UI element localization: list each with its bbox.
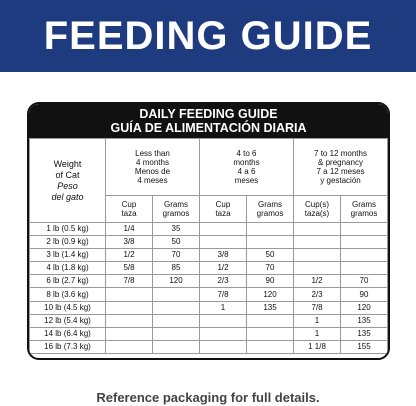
cup-cell: 1 [294, 314, 341, 327]
cup-cell: 2/3 [294, 288, 341, 301]
weight-cell: 8 lb (3.6 kg) [30, 288, 106, 301]
cup-cell [106, 301, 153, 314]
grams-cell: 90 [247, 275, 294, 288]
table-row [30, 314, 388, 327]
table-row [30, 327, 388, 340]
cup-cell [200, 223, 247, 236]
unit-line: gramos [256, 209, 284, 218]
weight-cell: 1 lb (0.5 kg) [30, 223, 106, 236]
age-header-line: months [233, 158, 260, 167]
cup-cell [106, 340, 153, 353]
grams-cell: 70 [153, 249, 200, 262]
grams-cell [341, 223, 388, 236]
weight-header-line: del gato [51, 191, 84, 202]
grams-cell: 135 [341, 314, 388, 327]
grams-cell: 120 [247, 288, 294, 301]
weight-cell: 10 lb (4.5 kg) [30, 301, 106, 314]
cup-cell [294, 249, 341, 262]
age-header-line: 4 meses [137, 176, 168, 185]
grams-cell: 90 [341, 288, 388, 301]
table-row [30, 340, 388, 353]
daily-feeding-guide-card [27, 102, 390, 360]
cup-cell: 7/8 [200, 288, 247, 301]
unit-line: Cup [215, 200, 231, 209]
unit-line: Cup [121, 200, 137, 209]
weight-cell: 6 lb (2.7 kg) [30, 275, 106, 288]
age-header-line: meses [234, 176, 259, 185]
grams-cell [153, 301, 200, 314]
grams-cell [341, 249, 388, 262]
weight-cell: 12 lb (5.4 kg) [30, 314, 106, 327]
cup-cell: 3/8 [200, 249, 247, 262]
grams-cell: 50 [153, 236, 200, 249]
table-row [30, 301, 388, 314]
cup-cell: 1 [294, 327, 341, 340]
weight-header-line: Peso [57, 180, 78, 191]
age-group-header [106, 139, 200, 196]
age-group-header [200, 139, 294, 196]
grams-cell [341, 236, 388, 249]
age-header-line: Less than [135, 149, 170, 158]
cup-cell: 1 [200, 301, 247, 314]
cup-cell: 2/3 [200, 275, 247, 288]
unit-header-cup [200, 196, 247, 223]
cup-cell [200, 236, 247, 249]
cup-cell [294, 236, 341, 249]
feeding-guide-banner [0, 0, 416, 72]
unit-line: taza(s) [304, 209, 330, 218]
cup-cell: 7/8 [294, 301, 341, 314]
grams-cell: 85 [153, 262, 200, 275]
age-header-line: 7 to 12 months [314, 149, 367, 158]
grams-cell [153, 288, 200, 301]
age-header-line: Menos de [134, 167, 171, 176]
grams-cell [247, 340, 294, 353]
cup-cell [294, 223, 341, 236]
weight-cell: 2 lb (0.9 kg) [30, 236, 106, 249]
weight-header-line: of Cat [55, 169, 80, 180]
grams-cell: 70 [247, 262, 294, 275]
weight-header-line: Weight [53, 158, 82, 169]
cup-cell [200, 314, 247, 327]
cup-cell [106, 327, 153, 340]
cup-cell: 1 1/8 [294, 340, 341, 353]
grams-cell [153, 340, 200, 353]
table-row [30, 288, 388, 301]
grams-cell [247, 327, 294, 340]
cup-cell [106, 288, 153, 301]
grams-cell: 135 [341, 327, 388, 340]
cup-cell: 5/8 [106, 262, 153, 275]
unit-header-grams [153, 196, 200, 223]
unit-line: gramos [162, 209, 190, 218]
table-row [30, 262, 388, 275]
grams-cell [247, 223, 294, 236]
age-header-line: 4 to 6 [236, 149, 257, 158]
table-row [30, 223, 388, 236]
weight-cell: 3 lb (1.4 kg) [30, 249, 106, 262]
unit-line: gramos [350, 209, 378, 218]
card-header [29, 104, 388, 138]
weight-cell: 16 lb (7.3 kg) [30, 340, 106, 353]
weight-cell: 14 lb (6.4 kg) [30, 327, 106, 340]
unit-line: Grams [258, 200, 282, 209]
cup-cell [294, 262, 341, 275]
table-row [30, 275, 388, 288]
table-row [30, 249, 388, 262]
grams-cell: 135 [247, 301, 294, 314]
age-header-line: y gestación [320, 176, 361, 185]
unit-line: Cup(s) [304, 200, 329, 209]
card-title-english: DAILY FEEDING GUIDE [139, 107, 278, 121]
cup-cell: 3/8 [106, 236, 153, 249]
unit-header-cups [294, 196, 341, 223]
grams-cell: 70 [341, 275, 388, 288]
grams-cell: 35 [153, 223, 200, 236]
grams-cell: 50 [247, 249, 294, 262]
cup-cell [200, 327, 247, 340]
cup-cell: 1/2 [294, 275, 341, 288]
grams-cell [341, 262, 388, 275]
grams-cell: 120 [153, 275, 200, 288]
unit-line: taza [121, 209, 137, 218]
footer-note: Reference packaging for full details. [96, 390, 320, 405]
grams-cell [247, 314, 294, 327]
grams-cell [153, 327, 200, 340]
grams-cell [247, 236, 294, 249]
unit-line: taza [215, 209, 231, 218]
banner-title: FEEDING GUIDE [43, 13, 373, 58]
grams-cell: 120 [341, 301, 388, 314]
cup-cell: 1/4 [106, 223, 153, 236]
weight-cell: 4 lb (1.8 kg) [30, 262, 106, 275]
cup-cell: 1/2 [106, 249, 153, 262]
card-title-spanish: GUÍA DE ALIMENTACIÓN DIARIA [110, 121, 307, 135]
unit-header-grams [341, 196, 388, 223]
unit-header-cup [106, 196, 153, 223]
feeding-table-body [30, 223, 388, 354]
feeding-table [29, 138, 388, 354]
unit-line: Grams [164, 200, 188, 209]
unit-header-grams [247, 196, 294, 223]
age-header-line: & pregnancy [318, 158, 363, 167]
cup-cell: 1/2 [200, 262, 247, 275]
cup-cell [200, 340, 247, 353]
table-row [30, 236, 388, 249]
age-group-header [294, 139, 388, 196]
unit-line: Grams [352, 200, 376, 209]
grams-cell: 155 [341, 340, 388, 353]
age-header-line: 4 a 6 [237, 167, 256, 176]
cup-cell: 7/8 [106, 275, 153, 288]
age-header-line: 4 months [136, 158, 169, 167]
age-header-line: 7 a 12 meses [316, 167, 365, 176]
grams-cell [153, 314, 200, 327]
cup-cell [106, 314, 153, 327]
weight-column-header [30, 139, 106, 223]
